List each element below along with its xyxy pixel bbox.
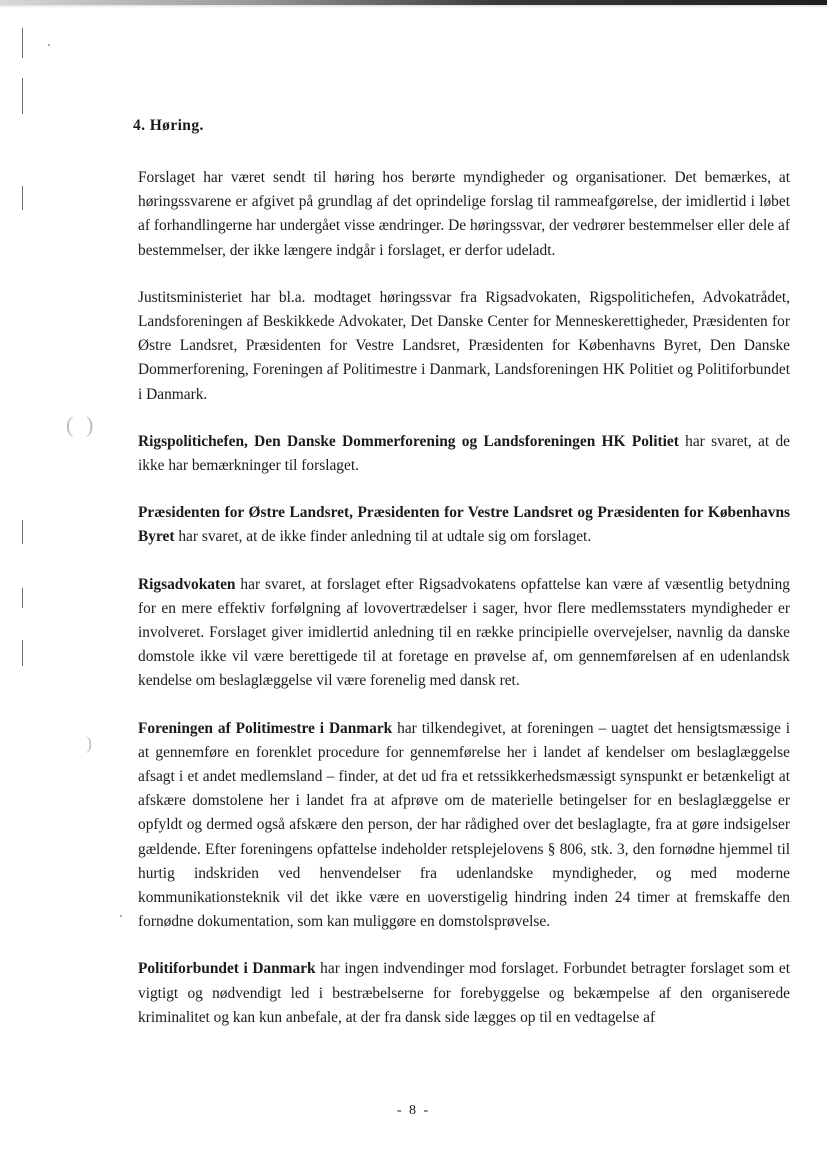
margin-mark (22, 78, 23, 114)
margin-mark (22, 640, 23, 666)
section-title: Høring. (149, 117, 204, 134)
scan-speck (48, 44, 50, 46)
margin-mark (22, 186, 23, 210)
punch-hole-mark: ) (86, 412, 94, 437)
margin-mark (22, 28, 23, 58)
section-number: 4. (133, 117, 146, 134)
margin-mark (22, 588, 23, 608)
paragraph-no-remarks: Rigspolitichefen, Den Danske Dommerforening og Landsforeningen HK Politiet har svaret, at de ikke har bemærkninger til forslaget. (138, 432, 790, 475)
respondent-name: Rigspolitichefen, Den Danske Dommerforening og Landsforeningen HK Politiet (138, 432, 679, 450)
paragraph-intro: Forslaget har været sendt til høring hos berørte myndigheder og organisationer. Det bemærkes, at høringssvarene er afgivet på grundlag af det oprindelige forslag til rammeafgørelse, der imidlertid i løbet af forhandlingerne har undergået visse ændringer. De høringssvar, der vedrører bestemmelser eller dele af bestemmelser, der ikke længere indgår i forslaget, er derfor udeladt. (138, 169, 790, 259)
margin-mark (22, 520, 23, 544)
paragraph-politimestre: Foreningen af Politimestre i Danmark har tilkendegivet, at foreningen – uagtet det hensigtsmæssige i at gennemføre en forenklet procedure for gennemførelse her i landet af kendelser om beslaglæggelse afsagt i et andet medlemsland – finder, at det ud fra et retssikkerhedsmæssigt synspunkt er betænkeligt at afskære domstolene her i landet fra at afprøve om de materielle betingelser for en beslaglæggelse er opfyldt og dermed også afskære den person, der har rådighed over det beslaglagte, fra at gøre indsigelser gældende. Efter foreningens opfattelse indeholder retsplejelovens § 806, stk. 3, den fornødne hjemmel til hurtig indskriden ved henvendelser fra udenlandske myndigheder, og med moderne kommunikationsteknik vil det ikke være en uoverstigelig hindring inden 24 timer at fremskaffe den fornødne dokumentation, som kan muliggøre en domstolsprøvelse. (138, 719, 790, 931)
paragraph-presidents: Præsidenten for Østre Landsret, Præsidenten for Vestre Landsret og Præsidenten for Københavns Byret har svaret, at de ikke finder anledning til at udtale sig om forslaget. (138, 504, 790, 546)
respondent-name: Rigsadvokaten (138, 575, 236, 593)
paragraph-respondents: Justitsministeriet har bl.a. modtaget høringssvar fra Rigsadvokaten, Rigspolitichefen, Advokatrådet, Landsforeningen af Beskikkede Advokater, Det Danske Center for Menneskerettigheder, Præsidenten for Østre Landsret, Præsidenten for Vestre Landsret, Præsidenten for Københavns Byret, Den Danske Dommerforening, Foreningen af Politimestre i Danmark, Landsforeningen HK Politiet og Politiforbundet i Danmark. (138, 288, 790, 403)
paragraph-rigsadvokaten: Rigsadvokaten har svaret, at forslaget efter Rigsadvokatens opfattelse kan være af væsentlig betydning for en mere effektiv forfølgning af lovovertrædelser i sager, hvor flere medlemsstaters myndigheder er involveret. Forslaget giver imidlertid anledning til en række principielle overvejelser, navnlig da danske domstole ikke vil være berettigede til at foretage en prøvelse af, om gennemførelsen af en udenlandsk kendelse om beslaglæggelse vil være forenelig med dansk ret. (138, 575, 790, 690)
punch-hole-mark: ( (66, 412, 74, 437)
punch-hole-mark: ) (86, 733, 92, 753)
document-body (133, 114, 790, 1053)
page-number: - 8 - (396, 1103, 431, 1118)
scan-speck (120, 915, 122, 917)
respondent-name: Foreningen af Politimestre i Danmark (138, 719, 393, 737)
respondent-name: Politiforbundet i Danmark (138, 960, 316, 978)
respondent-name: Præsidenten for Østre Landsret, Præsidenten for Vestre Landsret og Præsidenten for Københavns Byret (138, 504, 790, 546)
scan-edge-shadow (0, 5, 827, 8)
section-heading (133, 114, 790, 138)
paragraph-politiforbundet: Politiforbundet i Danmark har ingen indvendinger mod forslaget. Forbundet betragter forslaget som et vigtigt og nødvendigt led i bestræbelserne for forebyggelse og bekæmpelse af den organiserede kriminalitet og kan kun anbefale, at der fra dansk side lægges op til en vedtagelse af (138, 960, 790, 1026)
